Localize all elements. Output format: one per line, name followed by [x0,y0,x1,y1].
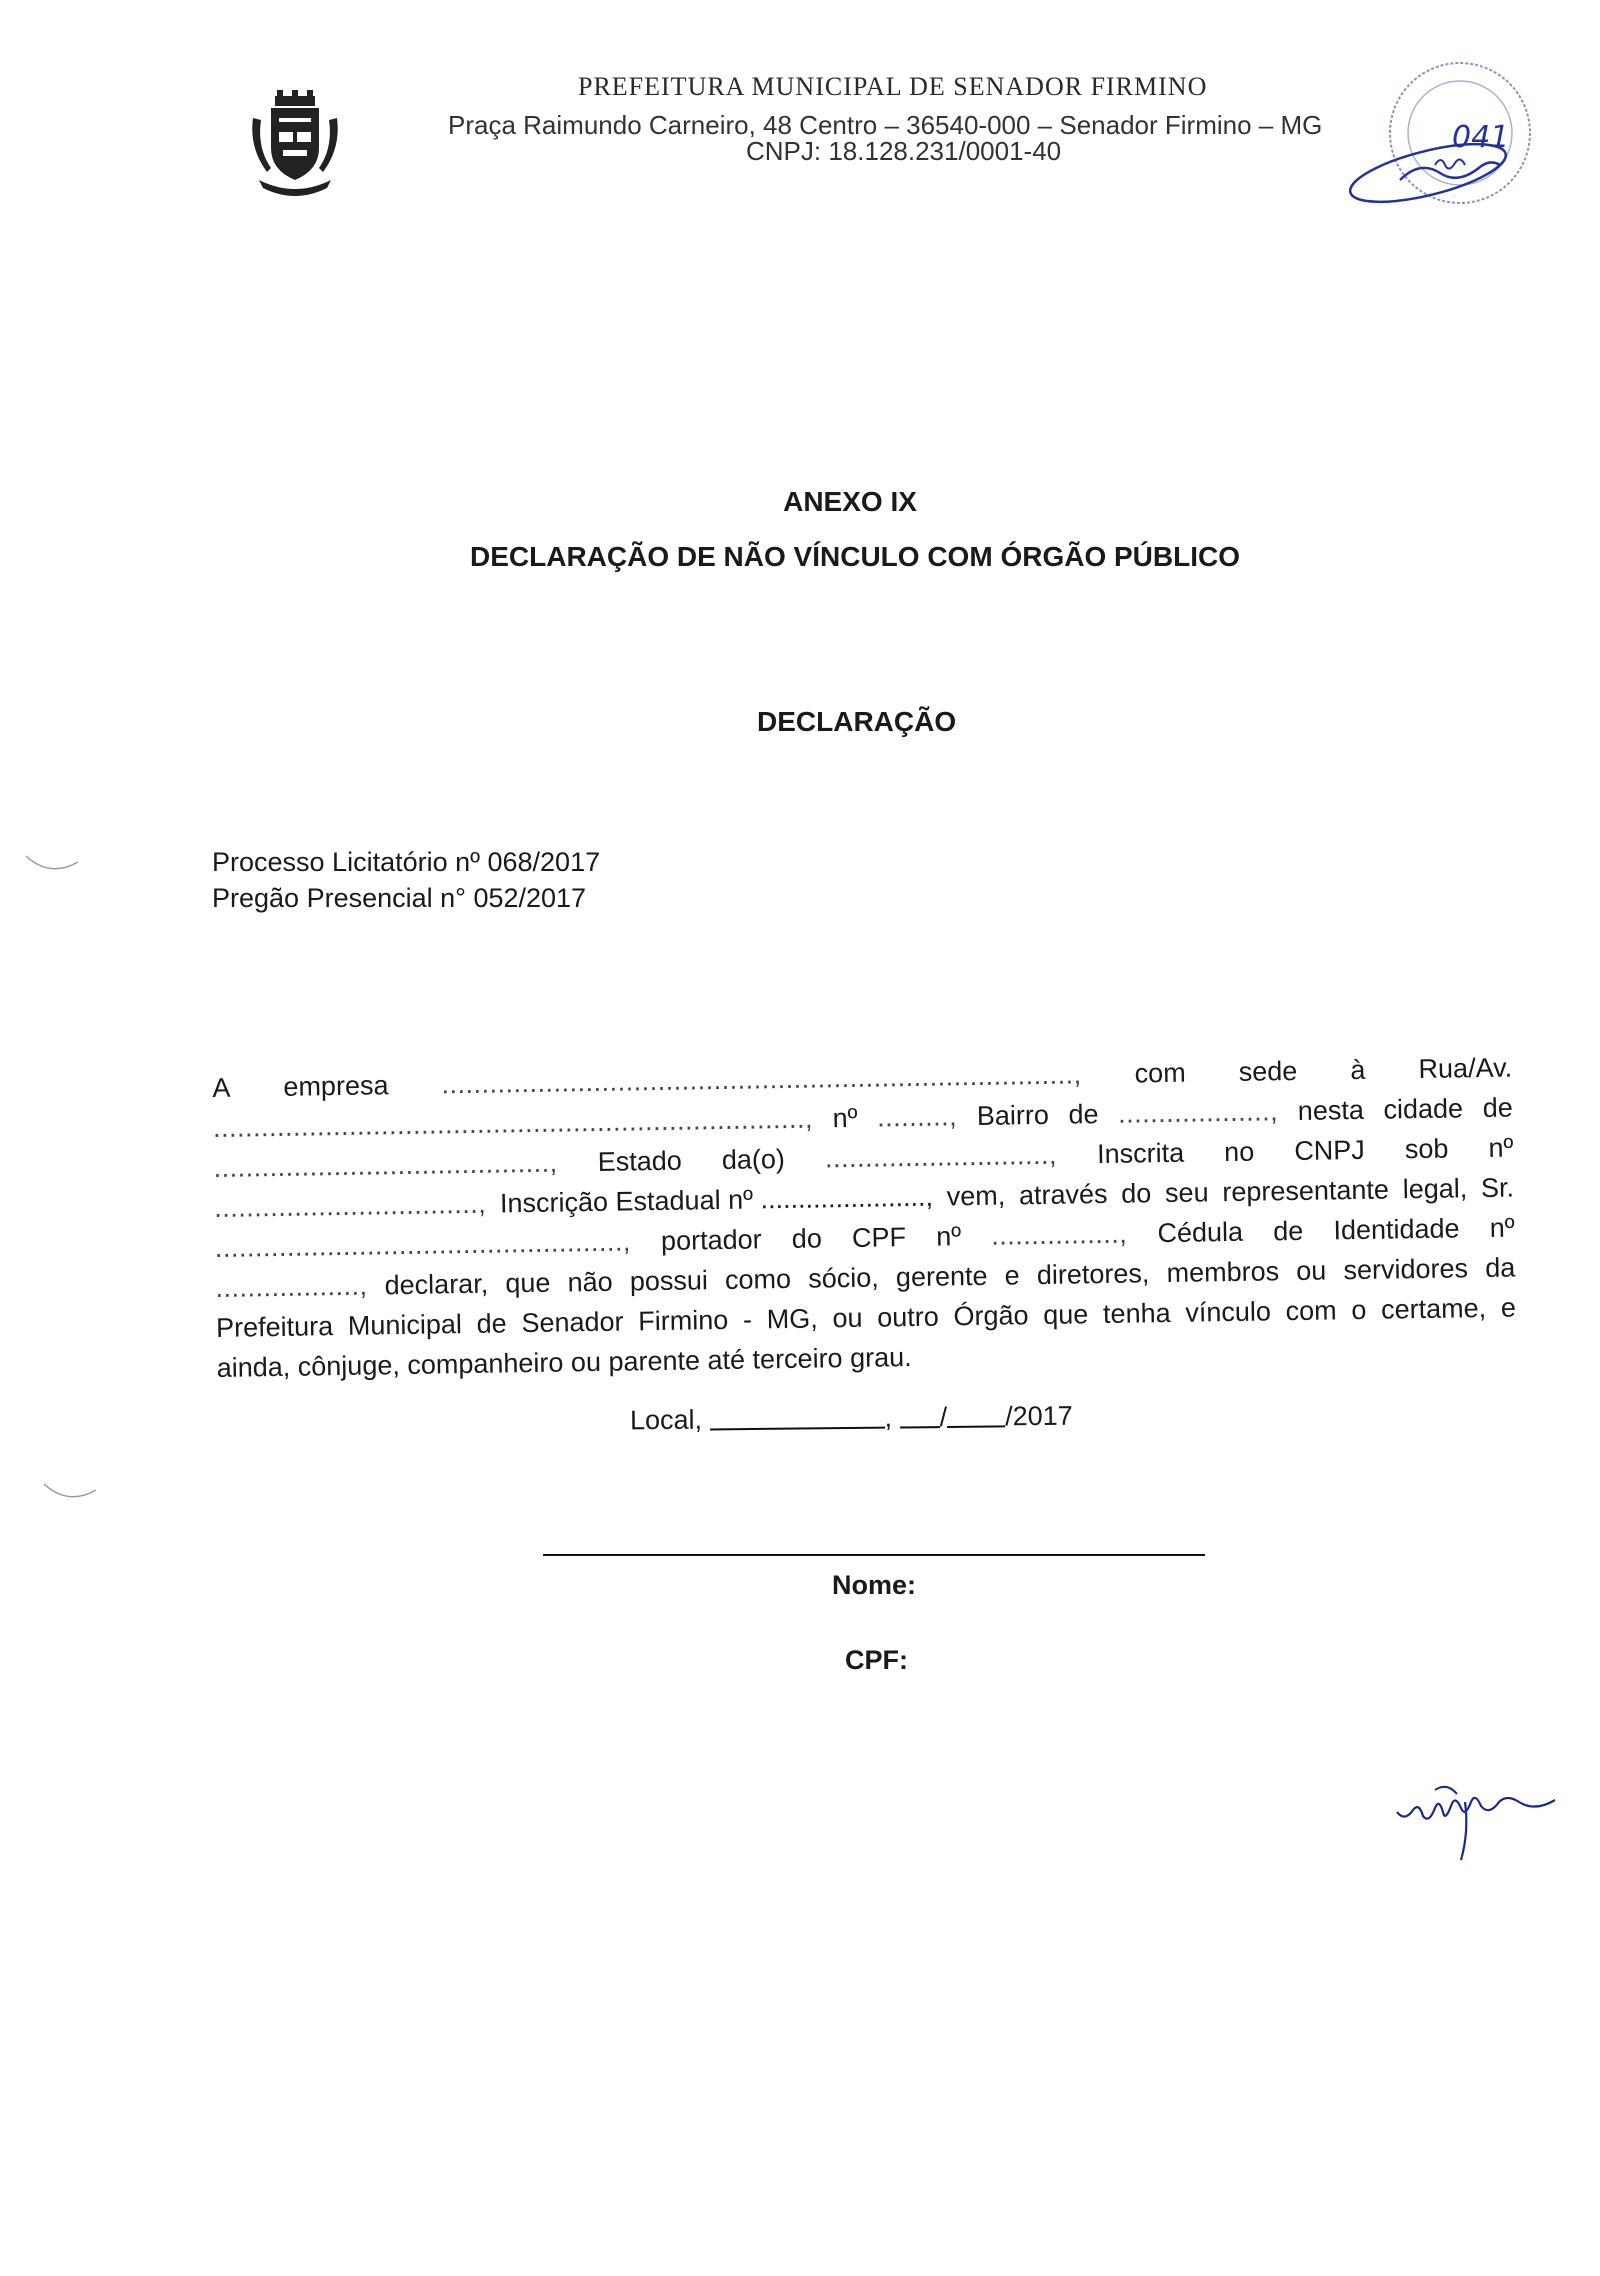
body-word: ................................., [213,1188,487,1223]
local-month-blank[interactable] [947,1425,1005,1428]
body-word: no [1223,1136,1255,1168]
body-word: diretores, [1036,1258,1150,1291]
body-word: Cédula [1157,1216,1244,1249]
cpf-label: CPF: [845,1645,908,1675]
punch-hole-mark [40,1480,100,1510]
header-cnpj: CNPJ: 18.128.231/0001-40 [746,136,1062,166]
body-word: servidores [1343,1253,1469,1286]
body-line-last: ainda, cônjuge, companheiro ou parente até terceiro grau. [216,1342,912,1383]
rubric-signature-icon [1395,1772,1565,1862]
body-word: legal, [1402,1173,1468,1205]
body-word: que [1043,1299,1089,1330]
local-date-line [630,1401,1073,1437]
body-word: da [1484,1252,1516,1284]
body-word: Inscrita [1096,1137,1185,1170]
body-word: MG, [766,1303,818,1335]
body-word: do [791,1223,823,1254]
body-word: Identidade [1333,1213,1460,1246]
body-word: - [742,1304,753,1335]
body-word: gerente [895,1260,988,1293]
body-word: e [1004,1260,1020,1291]
local-year: /2017 [1004,1400,1073,1432]
body-word: ........., [876,1101,958,1133]
local-comma: , [884,1402,893,1433]
declaration-heading: DECLARAÇÃO [757,706,957,737]
body-word: .........................................................................., [212,1103,814,1143]
body-word: o [1351,1294,1367,1326]
body-word: ou [1296,1255,1327,1286]
body-word: Inscrição Estadual nº ......................, [499,1181,934,1219]
body-word: nesta [1297,1094,1365,1126]
body-word: Senador [521,1306,624,1339]
body-word: de [476,1308,507,1339]
body-word: que [505,1267,551,1299]
name-label: Nome: [832,1570,917,1600]
body-word: .................., [215,1270,368,1303]
declaration-subtitle: DECLARAÇÃO DE NÃO VÍNCULO COM ÓRGÃO PÚBLICO [470,541,1240,572]
declaration-body [212,1048,1517,1388]
body-word: ............................, [824,1139,1058,1174]
body-word: representante [1222,1174,1390,1208]
local-slash: / [939,1401,948,1433]
body-word: sede [1238,1055,1298,1087]
body-word: Sr. [1480,1172,1515,1204]
body-word: nº [935,1221,962,1252]
stamp-page-number: 041 [1452,120,1510,155]
body-word: Prefeitura [215,1311,334,1343]
body-word: como [724,1263,792,1295]
auction-number: Pregão Presencial n° 052/2017 [212,883,587,913]
process-info [212,844,600,916]
body-word: Municipal [347,1309,463,1341]
body-word: vínculo [1185,1296,1272,1328]
commission-stamp-icon [1340,55,1560,235]
body-word: CNPJ [1294,1134,1366,1167]
body-word: portador [660,1224,762,1256]
body-word: seu [1164,1177,1209,1209]
body-word: nº [832,1102,858,1134]
body-word: nº [1488,1132,1514,1163]
body-word: Estado [597,1145,682,1177]
body-word: Firmino [637,1304,729,1337]
body-word: de [1068,1099,1099,1130]
body-word: A [212,1072,231,1103]
body-word: membros [1166,1256,1280,1289]
body-word: Órgão [953,1300,1029,1332]
body-word: não [567,1266,613,1298]
punch-hole-mark [22,852,82,882]
header-title: PREFEITURA MUNICIPAL DE SENADOR FIRMINO [578,72,1208,101]
body-word: ..................., [1117,1096,1279,1129]
body-word: do [1121,1178,1152,1209]
body-word: à [1350,1054,1366,1086]
body-word: de [1482,1092,1513,1124]
body-word: nº [1489,1212,1515,1243]
body-word: através [1018,1178,1108,1211]
body-word: ..................................................., [214,1226,632,1263]
signature-line[interactable] [543,1554,1205,1556]
body-word: cidade [1383,1093,1464,1125]
body-word: outro [876,1301,939,1333]
body-word: ..............................................................................., [441,1059,1082,1100]
body-word: tenha [1102,1297,1171,1330]
local-label: Local, [629,1404,703,1436]
municipal-crest-icon [245,88,345,200]
body-word: .........................................., [213,1147,558,1183]
body-word: Bairro [976,1099,1050,1131]
body-word: da(o) [721,1144,786,1176]
local-day-blank[interactable] [900,1426,940,1428]
body-word: possui [629,1265,709,1297]
body-word: com [1134,1057,1186,1089]
body-word: CPF [851,1222,907,1253]
body-word: declarar, [384,1268,489,1301]
body-word: sob [1404,1133,1449,1165]
body-word: vem, [946,1180,1006,1212]
body-word: ou [832,1302,863,1334]
header-address: Praça Raimundo Carneiro, 48 Centro – 36540-000 – Senador Firmino – MG [448,110,1323,140]
body-word: sócio, [807,1262,879,1294]
body-word: e [1500,1292,1517,1323]
local-city-blank[interactable] [710,1427,885,1431]
body-word: certame, [1380,1293,1487,1325]
body-word: com [1285,1295,1337,1327]
process-number: Processo Licitatório nº 068/2017 [212,847,601,877]
body-word: ................, [991,1218,1128,1251]
body-word: Rua/Av. [1418,1052,1513,1085]
body-word: empresa [283,1070,389,1102]
annex-title: ANEXO IX [783,486,917,517]
body-word: de [1272,1215,1304,1247]
